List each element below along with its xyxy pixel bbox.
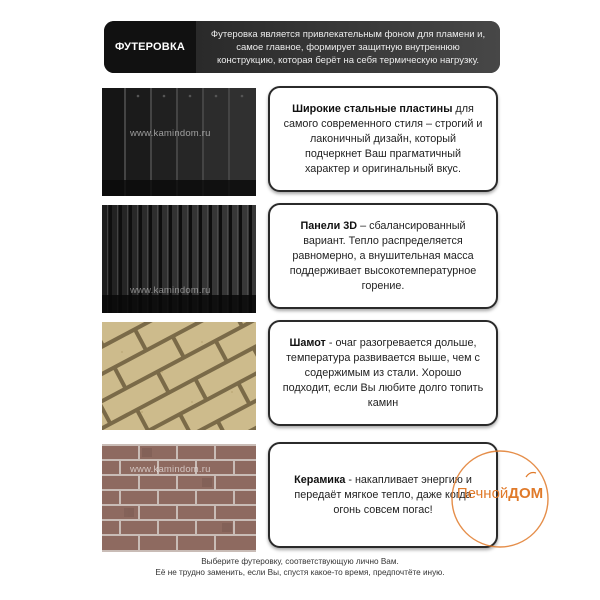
card-chamotte	[268, 320, 498, 426]
header-title: ФУТЕРОВКА	[104, 21, 196, 73]
header-description	[196, 21, 500, 73]
card-steel-plates-title: Широкие стальные пластины	[292, 102, 453, 115]
card-ceramic-text: - накапливает энергию и передаёт мягкое тепло, даже когда огонь совсем погас!	[294, 473, 472, 516]
card-steel-plates	[268, 86, 498, 192]
card-steel-plates-text: для самого современного стиля – строгий и лаконичный дизайн, который подчеркнет Ваш прагматичный характер и оригинальный вкус.	[283, 102, 483, 175]
watermark: www.kamindom.ru	[130, 464, 211, 475]
3d-panels-image	[102, 205, 256, 313]
watermark: www.kamindom.ru	[130, 285, 211, 296]
header-banner	[104, 21, 500, 73]
card-chamotte-text: - очаг разогревается дольше, температура развивается выше, чем с содержимым из стали. Хорошо подходит, если Вы любите долго топить камин	[282, 336, 484, 409]
header-line-1: Футеровка является привлекательным фоном для пламени и,	[210, 28, 486, 40]
watermark: www.kamindom.ru	[130, 128, 211, 139]
card-3d-panels-text: – сбалансированный вариант. Тепло распределяется равномерно, а внушительная масса поддерживает высокотемпературное горение.	[289, 219, 477, 292]
ceramic-bricks-image	[102, 444, 256, 552]
logo-text-part2: ДОМ	[508, 485, 544, 502]
footer-line-1: Выберите футеровку, соответствующую лично Вам.	[201, 557, 399, 566]
steel-plates-image	[102, 88, 256, 196]
footer-note	[0, 556, 600, 578]
header-line-2: самое главное, формирует защитную внутреннюю	[236, 41, 460, 53]
header-line-3: конструкцию, которая берёт на себя термическую нагрузку.	[216, 54, 480, 66]
card-3d-panels-title: Панели 3D	[300, 219, 358, 232]
chamotte-bricks-image	[102, 322, 256, 430]
card-ceramic-title: Керамика	[294, 473, 346, 486]
card-chamotte-title: Шамот	[289, 336, 326, 349]
pechnoy-dom-logo	[448, 447, 552, 551]
logo-text-part1: Печной	[456, 485, 509, 502]
footer-line-2: Её не трудно заменить, если Вы, спустя какое-то время, предпочтёте иную.	[155, 568, 445, 577]
card-3d-panels	[268, 203, 498, 309]
